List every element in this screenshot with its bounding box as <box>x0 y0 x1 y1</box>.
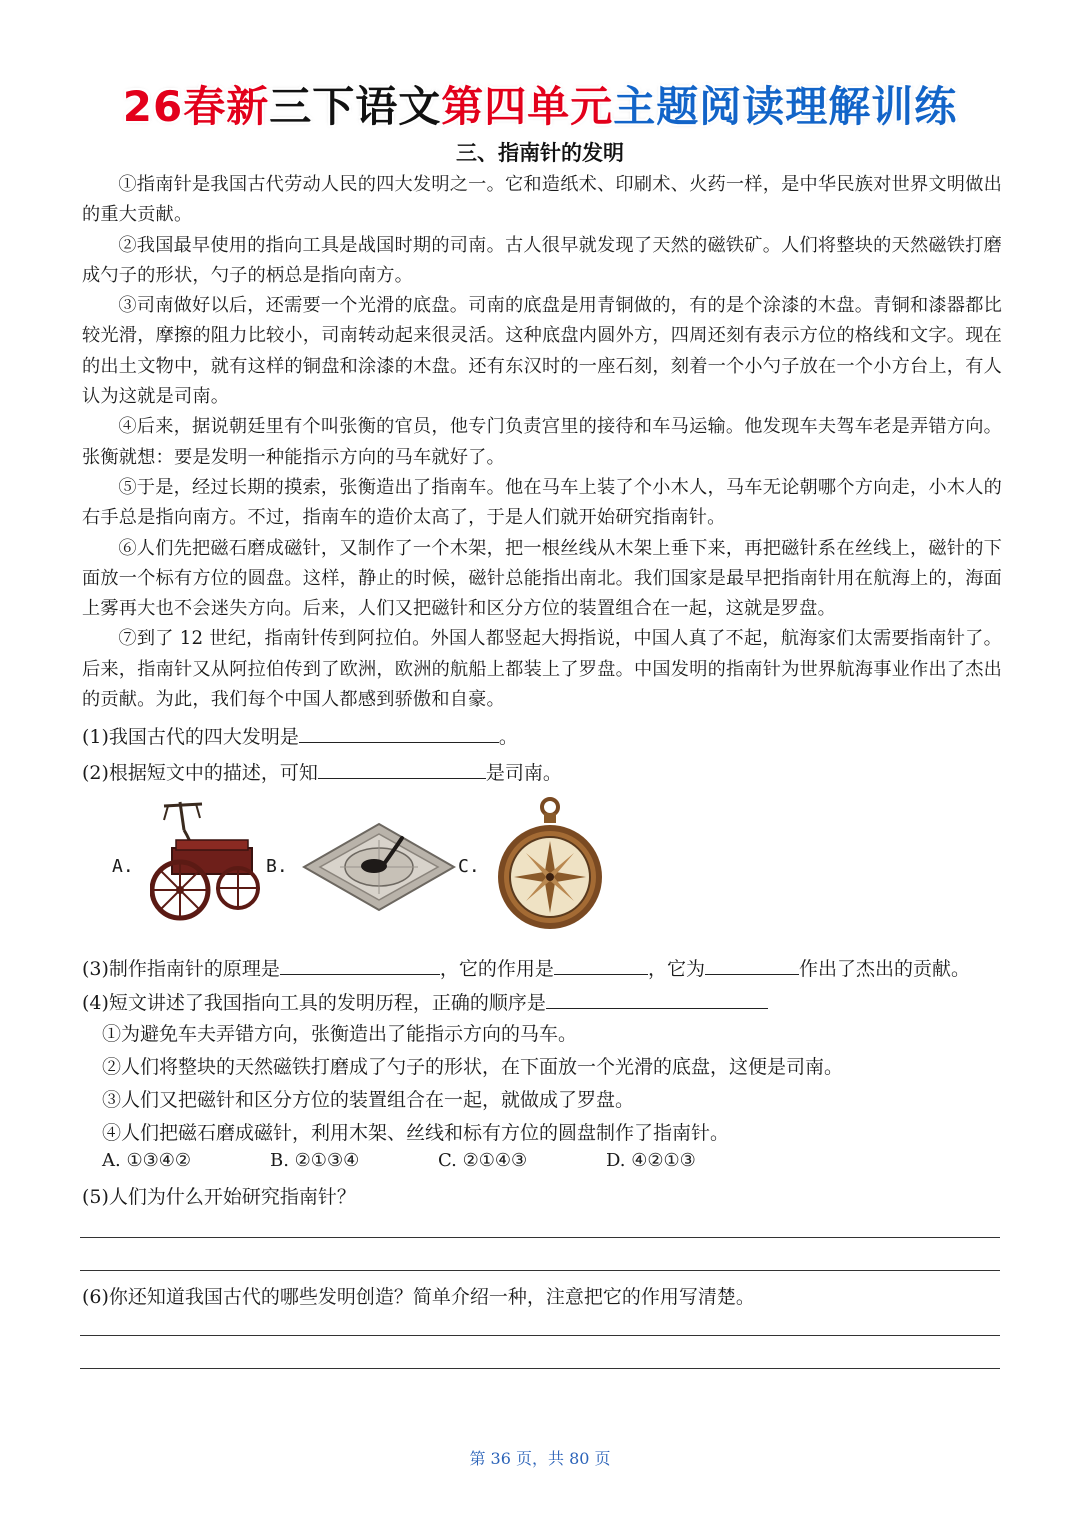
image-label-a: A. <box>112 856 134 877</box>
question-2-text: (2)根据短文中的描述，可知 <box>82 762 318 784</box>
question-3-mid-2: ，它为 <box>647 958 705 980</box>
title-part-4: 主题阅读理解训练 <box>613 82 958 131</box>
question-3-text: (3)制作指南针的原理是 <box>82 958 280 980</box>
choice-b[interactable]: B. ②①③④ <box>270 1150 360 1171</box>
question-5-answer-line-1[interactable] <box>80 1237 1000 1238</box>
question-3-blank-3[interactable] <box>705 952 799 975</box>
question-4-item-3: ③人们又把磁针和区分方位的装置组合在一起，就做成了罗盘。 <box>102 1089 635 1111</box>
paragraph-3: ③司南做好以后，还需要一个光滑的底盘。司南的底盘是用青铜做的，有的是个涂漆的木盘。青铜和漆器都比较光滑，摩擦的阻力比较小，司南转动起来很灵活。这种底盘内圆外方，四周还刻有表示方位的格线和文字。现在的出土文物中，就有这样的铜盘和涂漆的木盘。还有东汉时的一座石刻，刻着一个小勺子放在一个小方台上，有人认为这就是司南。 <box>82 295 1002 408</box>
section-subtitle: 三、指南针的发明 <box>456 141 624 165</box>
image-label-b: B. <box>266 856 288 877</box>
question-1-blank[interactable] <box>299 720 499 743</box>
question-4-blank[interactable] <box>546 986 768 1009</box>
south-pointing-chariot-image[interactable] <box>150 790 262 935</box>
question-3-blank-1[interactable] <box>280 952 440 975</box>
paragraph-5: ⑤于是，经过长期的摸索，张衡造出了指南车。他在马车上装了个小木人，马车无论朝哪个方向走，小木人的右手总是指向南方。不过，指南车的造价太高了，于是人们就开始研究指南针。 <box>82 476 1002 529</box>
pocket-compass-image[interactable] <box>494 795 606 933</box>
question-3-blank-2[interactable] <box>554 952 648 975</box>
question-1-text: (1)我国古代的四大发明是 <box>82 726 299 748</box>
question-4-item-2: ②人们将整块的天然磁铁打磨成了勺子的形状，在下面放一个光滑的底盘，这便是司南。 <box>102 1056 844 1078</box>
paragraph-7: ⑦到了 12 世纪，指南针传到阿拉伯。外国人都竖起大拇指说，中国人真了不起，航海家们太需要指南针了。后来，指南针又从阿拉伯传到了欧洲，欧洲的航船上都装上了罗盘。中国发明的指南针为世界航海事业作出了杰出的贡献。为此，我们每个中国人都感到骄傲和自豪。 <box>82 628 1002 711</box>
question-3-end: 作出了杰出的贡献。 <box>798 958 970 980</box>
question-3-mid-1: ，它的作用是 <box>439 958 554 980</box>
title-part-3: 第四单元 <box>441 82 614 131</box>
question-4-choices <box>102 1150 774 1171</box>
question-2 <box>82 756 562 785</box>
paragraph-6: ⑥人们先把磁石磨成磁针，又制作了一个木架，把一根丝线从木架上垂下来，再把磁针系在丝线上，磁针的下面放一个标有方位的圆盘。这样，静止的时候，磁针总能指出南北。我们国家是最早把指南针用在航海上的，海面上雾再大也不会迷失方向。后来，人们又把磁针和区分方位的装置组合在一起，这就是罗盘。 <box>82 537 1002 620</box>
question-1-end: 。 <box>498 726 518 748</box>
si-nan-spoon-compass-image[interactable] <box>300 820 458 915</box>
question-3 <box>82 952 970 981</box>
choice-c[interactable]: C. ②①④③ <box>438 1150 528 1171</box>
title-part-2: 三下语文 <box>269 82 442 131</box>
question-5-answer-line-2[interactable] <box>80 1270 1000 1271</box>
question-6-answer-line-1[interactable] <box>80 1335 1000 1336</box>
image-label-c: C. <box>458 856 480 877</box>
paragraph-4: ④后来，据说朝廷里有个叫张衡的官员，他专门负责宫里的接待和车马运输。他发现车夫驾车老是弄错方向。张衡就想：要是发明一种能指示方向的马车就好了。 <box>82 416 1002 468</box>
choice-a[interactable]: A. ①③④② <box>102 1150 191 1171</box>
paragraph-2: ②我国最早使用的指向工具是战国时期的司南。古人很早就发现了天然的磁铁矿。人们将整块的天然磁铁打磨成勺子的形状，勺子的柄总是指向南方。 <box>82 234 1002 286</box>
choice-d[interactable]: D. ④②①③ <box>606 1150 696 1171</box>
question-2-end: 是司南。 <box>485 762 562 784</box>
title-part-1: 26春新 <box>122 82 270 131</box>
question-6-answer-line-2[interactable] <box>80 1368 1000 1369</box>
question-1 <box>82 720 518 749</box>
question-4 <box>82 986 768 1015</box>
question-6: (6)你还知道我国古代的哪些发明创造？简单介绍一种，注意把它的作用写清楚。 <box>82 1286 755 1308</box>
question-2-blank[interactable] <box>318 756 486 779</box>
reading-passage <box>82 170 1002 715</box>
question-5: (5)人们为什么开始研究指南针？ <box>82 1186 356 1208</box>
page-number-footer: 第 36 页，共 80 页 <box>469 1449 611 1468</box>
paragraph-1: ①指南针是我国古代劳动人民的四大发明之一。它和造纸术、印刷术、火药一样，是中华民族对世界文明做出的重大贡献。 <box>82 174 1002 226</box>
question-4-text: (4)短文讲述了我国指向工具的发明历程，正确的顺序是 <box>82 992 546 1014</box>
page-title <box>0 74 1080 134</box>
question-4-item-1: ①为避免车夫弄错方向，张衡造出了能指示方向的马车。 <box>102 1023 578 1045</box>
question-4-item-4: ④人们把磁石磨成磁针，利用木架、丝线和标有方位的圆盘制作了指南针。 <box>102 1122 730 1144</box>
